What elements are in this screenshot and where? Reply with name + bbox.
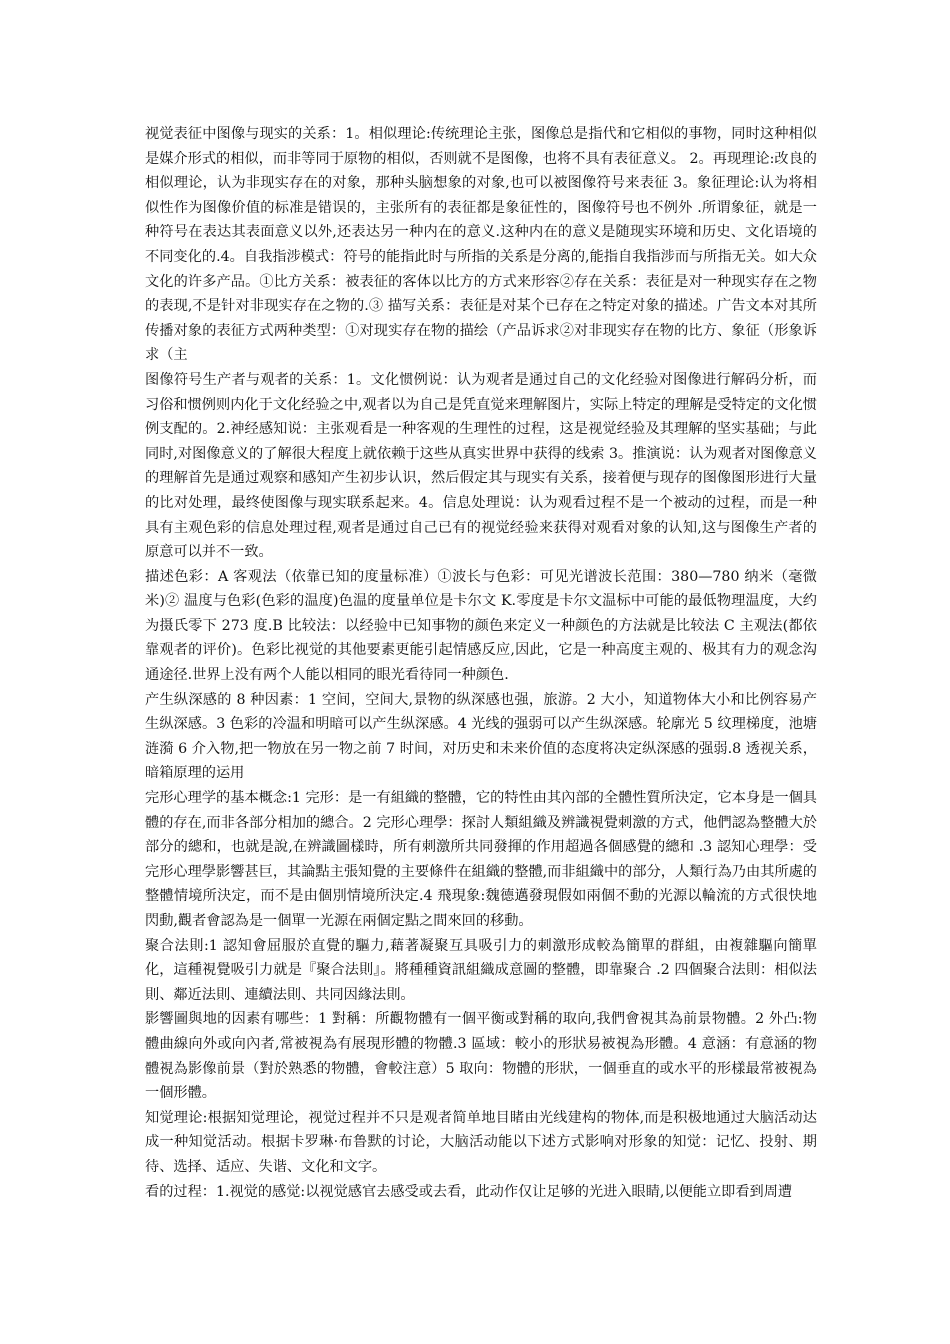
paragraph-perception-theory: 知觉理论:根据知觉理论，视觉过程并不只是观者简单地目睹由光线建构的物体,而是积极地通过大脑活动达成一种知觉活动。根据卡罗琳·布鲁默的讨论，大脑活动能以下述方式影响对形象的知觉：记忆、投射、期待、选择、适应、失谐、文化和文字。 — [145, 1109, 817, 1175]
paragraph-grouping-laws: 聚合法則:1 認知會屈服於直覺的驅力,藉著凝聚互具吸引力的刺激形成較為簡單的群組，由複雜驅向簡單化，這種視覺吸引力就是『聚合法則』。將種種資訊組織成意圖的整體，即靠聚合 .2 四個聚合法則：相似法則、鄰近法則、連續法則、共同因緣法則。 — [145, 937, 817, 1003]
paragraph-figure-ground: 影響圖與地的因素有哪些：1 對稱：所觀物體有一個平衡或對稱的取向,我們會視其為前景物體。2 外凸:物體曲線向外或向內者,常被視為有展現形體的物體.3 區域：較小的形狀易被視為形體。4 意涵：有意涵的物體視為影像前景（對於熟悉的物體，會較注意）5 取向：物體的形狀，一個垂直的或水平的形樣最常被視為一個形體。 — [145, 1011, 817, 1102]
paragraph-gestalt-concepts: 完形心理学的基本概念:1 完形：是一有組織的整體，它的特性由其內部的全體性質所決定，它本身是一個具體的存在,而非各部分相加的總合。2 完形心理學：探討人類組織及辨識視覺刺激的方式，他們認為整體大於部分的總和，也就是說,在辨識圖樣時，所有刺激所共同發揮的作用超過各個感覺的總和 .3 認知心理學：受完形心理學影響甚巨，其論點主張知覺的主要條件在組織的整體,而非組織中的部分，人類行為乃由其所處的整體情境所決定，而不是由個別情境所決定.4 飛現象:魏德邁發現假如兩個不動的光源以輪流的方式很快地閃動,觀者會認為是一個單一光源在兩個定點之間來回的移動。 — [145, 790, 817, 929]
document-body — [145, 122, 817, 1204]
paragraph-describing-color: 描述色彩：A 客观法（依靠已知的度量标准）①波长与色彩：可见光谱波长范围：380—780 纳米（毫微米)② 温度与色彩(色彩的温度)色温的度量单位是卡尔文 K.零度是卡尔文温标中可能的最低物理温度，大约为摄氏零下 273 度.B 比较法：以经验中已知事物的颜色来定义一种颜色的方法就是比较法 C 主观法(都依靠观者的评价)。色彩比视觉的其他要素更能引起情感反应,因此，它是一种高度主观的、极其有力的观念沟通途径.世界上没有两个人能以相同的眼光看待同一种颜色. — [145, 568, 817, 684]
paragraph-seeing-process: 看的过程：1.视觉的感觉:以视觉感官去感受或去看，此动作仅让足够的光进入眼睛,以便能立即看到周遭 — [145, 1183, 793, 1200]
paragraph-producer-viewer-relation: 图像符号生产者与观者的关系：1。文化惯例说：认为观者是通过自己的文化经验对图像进行解码分析，而习俗和惯例则内化于文化经验之中,观者以为自己是凭直觉来理解图片，实际上特定的理解是受特定的文化惯例支配的。2.神经感知说：主张观看是一种客观的生理性的过程，这是视觉经验及其理解的坚实基础；与此同时,对图像意义的了解很大程度上就依赖于这些从真实世界中获得的线索 3。推演说：认为观者对图像意义的理解首先是通过观察和感知产生初步认识，然后假定其与现实有关系，接着便与现存的图像图形进行大量的比对处理，最终使图像与现实联系起来。4。信息处理说：认为观看过程不是一个被动的过程，而是一种具有主观色彩的信息处理过程,观者是通过自己已有的视觉经验来获得对观看对象的认知,这与图像生产者的原意可以并不一致。 — [145, 371, 817, 561]
paragraph-depth-factors: 产生纵深感的 8 种因素：1 空间，空间大,景物的纵深感也强，旅游。2 大小，知道物体大小和比例容易产生纵深感。3 色彩的冷温和明暗可以产生纵深感。4 光线的强弱可以产生纵深感。轮廓光 5 纹理梯度，池塘涟漪 6 介入物,把一物放在另一物之前 7 时间，对历史和未来价值的态度将决定纵深感的强弱.8 透视关系，暗箱原理的运用 — [145, 691, 817, 782]
paragraph-image-reality-relation: 视觉表征中图像与现实的关系：1。相似理论:传统理论主张，图像总是指代和它相似的事物，同时这种相似是媒介形式的相似，而非等同于原物的相似，否则就不是图像，也将不具有表征意义。 2。再现理论:改良的相似理论，认为非现实存在的对象，那种头脑想象的对象,也可以被图像符号来表征 3。象征理论:认为将相似性作为图像价值的标准是错误的，主张所有的表征都是象征性的，图像符号也不例外 .所谓象征，就是一种符号在表达其表面意义以外,还表达另一种内在的意义.这种内在的意义是随现实环境和历史、文化语境的不同变化的.4。自我指涉模式：符号的能指此时与所指的关系是分离的,能指自我指涉而与所指无关。如大众文化的许多产品。①比方关系：被表征的客体以比方的方式来形容②存在关系：表征是对一种现实存在之物的表现,不是针对非现实存在之物的.③ 描写关系：表征是对某个已存在之特定对象的描述。广告文本对其所传播对象的表征方式两种类型：①对现实存在物的描绘（产品诉求②对非现实存在物的比方、象征（形象诉求（主 — [145, 126, 817, 364]
